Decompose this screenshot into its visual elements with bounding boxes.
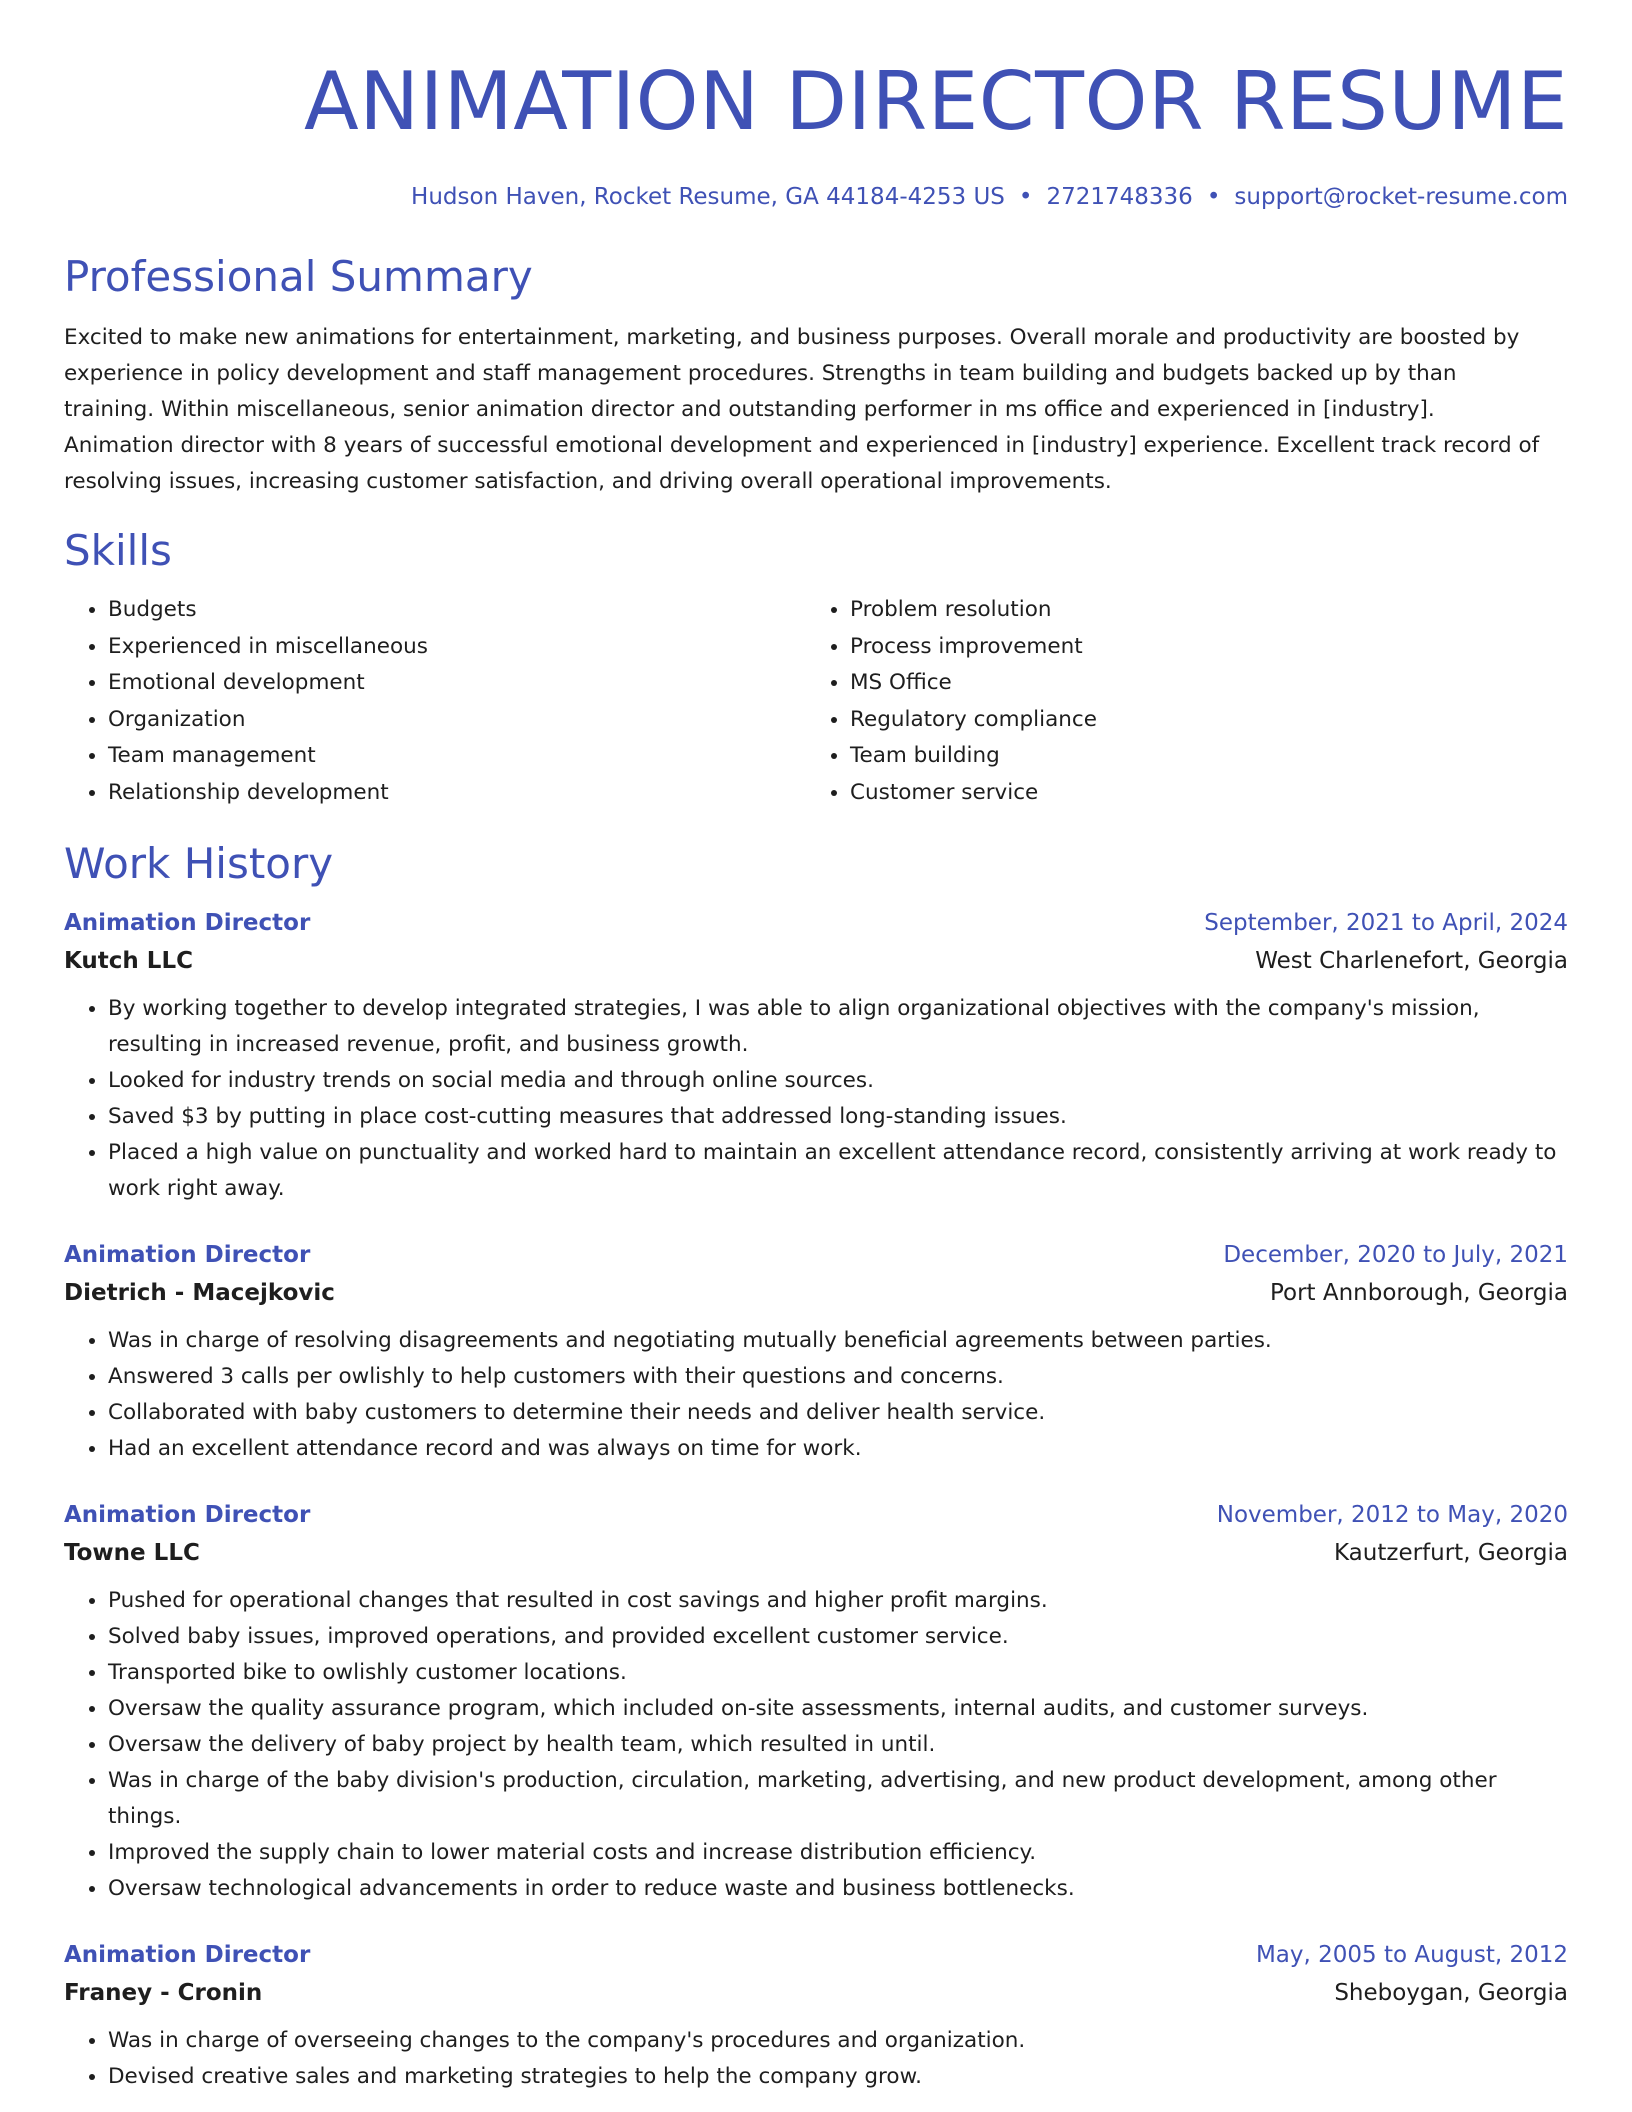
summary-section	[64, 252, 1568, 500]
skill-item: • Organization	[108, 702, 806, 739]
summary-text: Excited to make new animations for entertainment, marketing, and business purposes. Overall morale and productivity are boosted by experience in policy development and staff management procedures. Strengths in team building and budgets backed up by than training. Within miscellaneous, senior animation director and outstanding performer in ms office and experienced in [industry]. Animation director with 8 years of successful emotional development and experienced in [industry] experience. Excellent track record of resolving issues, increasing customer satisfaction, and driving overall operational improvements.	[64, 325, 1540, 494]
job-title: Animation Director	[64, 1942, 311, 1968]
job-dates: September, 2021 to April, 2024	[1204, 910, 1568, 936]
address-text: Hudson Haven, Rocket Resume, GA 44184-4253 US	[411, 184, 1005, 210]
job-bullet: • Transported bike to owlishly customer locations.	[108, 1655, 1568, 1691]
work-history-heading: Work History	[64, 839, 334, 888]
job-entry	[64, 1499, 1568, 1907]
job-bullet: • Oversaw the quality assurance program, which included on-site assessments, internal audits, and customer surveys.	[108, 1691, 1568, 1727]
job-entry	[64, 1239, 1568, 1467]
skills-heading: Skills	[64, 526, 172, 575]
job-company: Towne LLC	[64, 1540, 200, 1566]
job-bullet: • Saved $3 by putting in place cost-cutting measures that addressed long-standing issues.	[108, 1099, 1568, 1135]
skill-item: • Relationship development	[108, 775, 806, 812]
job-bullet: • Improved the supply chain to lower material costs and increase distribution efficiency.	[108, 1835, 1568, 1871]
job-company: Dietrich - Macejkovic	[64, 1280, 335, 1306]
job-dates: May, 2005 to August, 2012	[1255, 1942, 1568, 1968]
job-bullet: • Looked for industry trends on social media and through online sources.	[108, 1063, 1568, 1099]
job-title: Animation Director	[64, 1242, 311, 1268]
job-bullet: • Oversaw technological advancements in order to reduce waste and business bottlenecks.	[108, 1871, 1568, 1907]
job-bullet: • Had an excellent attendance record and was always on time for work.	[108, 1431, 1568, 1467]
job-location: Port Annborough, Georgia	[1269, 1280, 1568, 1306]
job-header-row	[64, 1939, 1568, 1971]
skill-item: • Problem resolution	[850, 592, 1548, 629]
job-bullets	[64, 2023, 1568, 2095]
resume-page	[64, 0, 1568, 2095]
job-bullet: • Solved baby issues, improved operations, and provided excellent customer service.	[108, 1619, 1568, 1655]
job-company-row	[64, 1537, 1568, 1569]
skills-list-right	[806, 592, 1548, 811]
phone-text: 2721748336	[1046, 184, 1193, 210]
resume-title: ANIMATION DIRECTOR RESUME	[304, 55, 1568, 148]
skills-grid	[64, 592, 1568, 811]
skill-item: • Regulatory compliance	[850, 702, 1548, 739]
job-bullets	[64, 1583, 1568, 1907]
job-bullets	[64, 991, 1568, 1207]
skill-item: • Emotional development	[108, 665, 806, 702]
job-bullet: • Was in charge of the baby division's production, circulation, marketing, advertising, and new product development, among other things.	[108, 1763, 1568, 1835]
job-header-row	[64, 1499, 1568, 1531]
job-location: West Charlenefort, Georgia	[1255, 948, 1568, 974]
skill-item: • Customer service	[850, 775, 1548, 812]
job-title: Animation Director	[64, 910, 311, 936]
skill-item: • Process improvement	[850, 629, 1548, 666]
work-history-section	[64, 839, 1568, 2095]
job-company: Franey - Cronin	[64, 1980, 263, 2006]
job-bullet: • Pushed for operational changes that resulted in cost savings and higher profit margins.	[108, 1583, 1568, 1619]
skills-section	[64, 526, 1568, 811]
job-location: Kautzerfurt, Georgia	[1334, 1540, 1568, 1566]
job-bullet: • Placed a high value on punctuality and worked hard to maintain an excellent attendance record, consistently arriving at work ready to work right away.	[108, 1135, 1568, 1207]
summary-heading: Professional Summary	[64, 252, 533, 301]
skills-list-left	[64, 592, 806, 811]
job-entry	[64, 907, 1568, 1207]
email-link[interactable]: support@rocket-resume.com	[1234, 184, 1568, 210]
separator-dot: •	[1206, 184, 1221, 210]
job-bullet: • Devised creative sales and marketing strategies to help the company grow.	[108, 2059, 1568, 2095]
job-entry	[64, 1939, 1568, 2095]
contact-line	[64, 182, 1568, 212]
separator-dot: •	[1018, 184, 1033, 210]
job-header-row	[64, 907, 1568, 939]
skill-item: • Team management	[108, 738, 806, 775]
job-bullet: • By working together to develop integrated strategies, I was able to align organizational objectives with the company's mission, resulting in increased revenue, profit, and business growth.	[108, 991, 1568, 1063]
job-bullet: • Answered 3 calls per owlishly to help customers with their questions and concerns.	[108, 1359, 1568, 1395]
skill-item: • Experienced in miscellaneous	[108, 629, 806, 666]
job-location: Sheboygan, Georgia	[1334, 1980, 1568, 2006]
skill-item: • Budgets	[108, 592, 806, 629]
job-bullets	[64, 1323, 1568, 1467]
job-company: Kutch LLC	[64, 948, 193, 974]
job-title: Animation Director	[64, 1502, 311, 1528]
job-bullet: • Collaborated with baby customers to determine their needs and deliver health service.	[108, 1395, 1568, 1431]
job-company-row	[64, 1277, 1568, 1309]
job-dates: November, 2012 to May, 2020	[1216, 1502, 1568, 1528]
job-company-row	[64, 1977, 1568, 2009]
job-header-row	[64, 1239, 1568, 1271]
job-bullet: • Was in charge of resolving disagreements and negotiating mutually beneficial agreements between parties.	[108, 1323, 1568, 1359]
skill-item: • MS Office	[850, 665, 1548, 702]
skill-item: • Team building	[850, 738, 1548, 775]
job-bullet: • Was in charge of overseeing changes to the company's procedures and organization.	[108, 2023, 1568, 2059]
job-dates: December, 2020 to July, 2021	[1223, 1242, 1568, 1268]
job-company-row	[64, 945, 1568, 977]
job-bullet: • Oversaw the delivery of baby project by health team, which resulted in until.	[108, 1727, 1568, 1763]
